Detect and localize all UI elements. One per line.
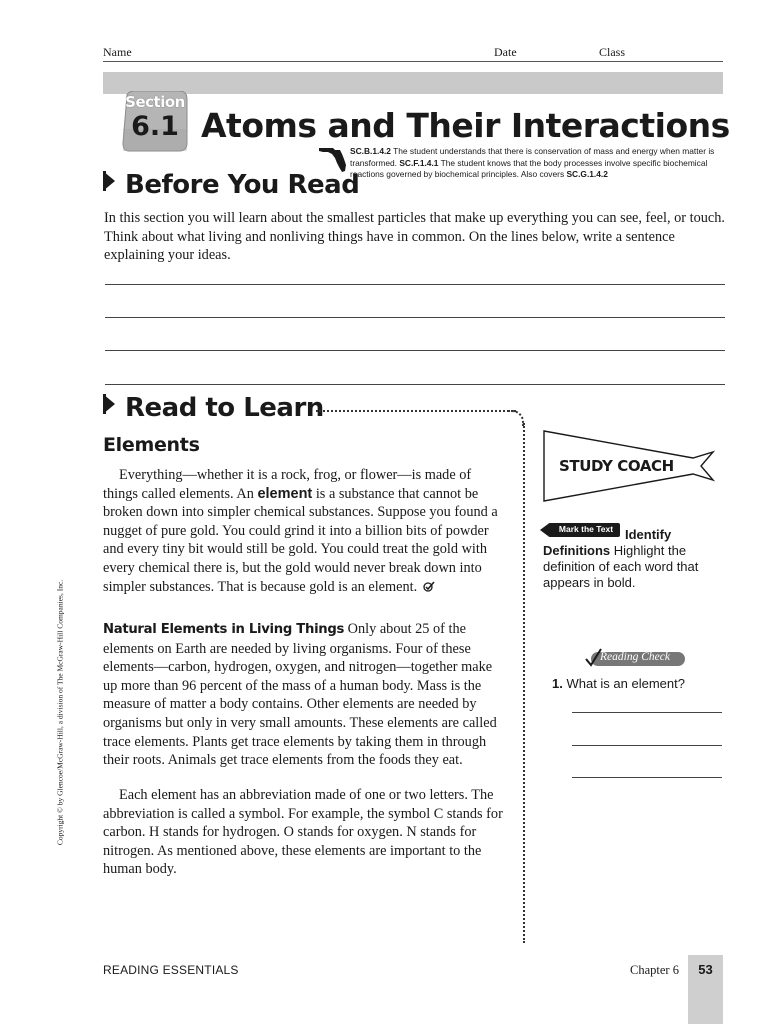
footer-title: READING ESSENTIALS	[103, 963, 239, 977]
paragraph-1-lead: Everything—whether it is a rock, frog, or flower—is made of things called elements. An	[103, 467, 472, 502]
question-1-answer-line-3[interactable]	[572, 777, 722, 778]
reading-check-mark-icon	[423, 581, 435, 592]
dotted-divider-horizontal	[316, 410, 516, 412]
paragraph-1-rest: is a substance that cannot be broken down into simpler chemical substances. Suppose you found a nugget of pure gold. You could grind it into a billion bits of powder and every tiny bit would still be gold. You could treat the gold with every chemical there is, but the gold would never break down into simpler substances. That is because gold is an element.	[103, 485, 498, 595]
title-band	[103, 72, 723, 94]
answer-line-3[interactable]	[105, 350, 725, 351]
mark-the-text-label: Mark the Text	[558, 524, 614, 534]
question-1-number: 1.	[552, 676, 563, 691]
question-1	[552, 676, 685, 692]
paragraph-2	[103, 620, 505, 770]
date-label: Date	[494, 45, 517, 59]
standard-code-3: SC.G.1.4.2	[566, 169, 608, 179]
reading-check-label: Reading Check	[600, 651, 670, 663]
question-1-answer-line-2[interactable]	[572, 745, 722, 746]
page-number: 53	[698, 962, 713, 977]
key-term-element: element	[257, 485, 313, 502]
page-title: Atoms and Their Interactions	[201, 106, 730, 145]
study-coach-label: STUDY COACH	[559, 457, 674, 475]
read-to-learn-heading	[103, 393, 324, 423]
standard-text-1: The student understands that there is conservation of mass and energy when matter is transformed.	[350, 146, 715, 168]
identify-heading: Identify Definitions	[543, 527, 672, 558]
arrow-bullet-icon	[103, 394, 115, 414]
identify-definitions-note	[543, 527, 718, 591]
before-you-read-text: In this section you will learn about the smallest particles that make up everything you can see, feel, or touch. Think about what living and nonliving things have in common. On the lines below, write a sentence explaining your ideas.	[104, 210, 725, 264]
section-word: Section	[125, 93, 185, 111]
run-in-heading: Natural Elements in Living Things	[103, 622, 345, 637]
standard-text-2: The student knows that the body processes involve specific biochemical reactions governed by biochemical principles. Also covers	[350, 157, 708, 179]
copyright-notice: Copyright © by Glencoe/McGraw-Hill, a division of The McGraw-Hill Companies, Inc.	[55, 579, 65, 846]
name-label: Name	[103, 45, 132, 59]
before-you-read-label: Before You Read	[125, 170, 360, 200]
standard-code-1: SC.B.1.4.2	[350, 146, 391, 156]
answer-line-2[interactable]	[105, 317, 725, 318]
paragraph-2-text: Only about 25 of the elements on Earth are needed by living organisms. Four of these elements—carbon, hydrogen, oxygen, and nitrogen—together make up more than 96 percent of the mass of a human body. Mass is the measure of matter a body contains. Other elements are needed by organisms but only in very small amounts. These elements are called trace elements. Plants get trace elements by taking them in through their roots. Animals get trace elements from the foods they eat.	[103, 621, 497, 769]
florida-state-icon	[318, 145, 348, 173]
read-to-learn-label: Read to Learn	[125, 393, 324, 423]
answer-line-1[interactable]	[105, 284, 725, 285]
paragraph-1	[103, 466, 505, 596]
paragraph-3: Each element has an abbreviation made of one or two letters. The abbreviation is called a symbol. For example, the symbol C stands for carbon. H stands for hydrogen. O stands for oxygen. N stands for nitrogen. As mentioned above, these elements are important to the human body.	[103, 787, 503, 878]
header-rule	[103, 61, 723, 62]
standards-note	[350, 146, 720, 181]
question-1-text: What is an element?	[566, 676, 685, 691]
identify-text: Highlight the definition of each word that appears in bold.	[543, 543, 699, 590]
answer-line-4[interactable]	[105, 384, 725, 385]
arrow-bullet-icon	[103, 171, 115, 191]
footer-chapter: Chapter 6	[630, 963, 679, 977]
question-1-answer-line-1[interactable]	[572, 712, 722, 713]
section-number: 6.1	[131, 111, 179, 142]
class-label: Class	[599, 45, 626, 59]
standard-code-2: SC.F.1.4.1	[399, 157, 439, 168]
before-you-read-heading	[103, 170, 359, 200]
elements-subheading: Elements	[103, 434, 200, 456]
dotted-divider-vertical	[523, 423, 525, 943]
dotted-divider-corner	[508, 410, 524, 426]
